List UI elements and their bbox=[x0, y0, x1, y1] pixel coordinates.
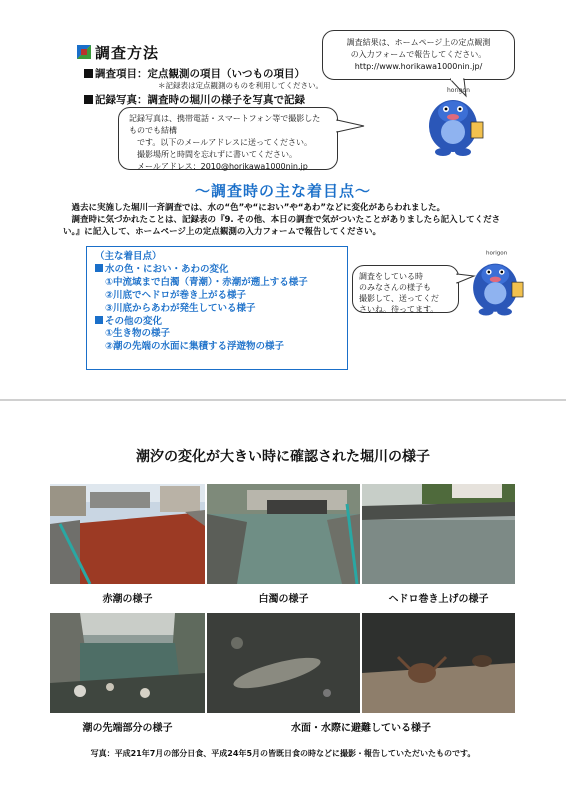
key-points-box bbox=[86, 246, 348, 370]
caption-red-tide: 赤潮の様子 bbox=[102, 594, 153, 605]
box-title: （主な着目点） bbox=[95, 251, 162, 262]
paragraph: 調査時に気づかれたことは、記録表の『9. その他、本日の調査で気がついたことがありましたら記入してください。』に記入して、ホームページ上の定点観測の入力フォームで報告してください。 bbox=[63, 215, 501, 237]
list-item: ①中流域まで白濁（青潮）・赤潮が遡上する様子 bbox=[105, 276, 308, 288]
speech-bubble-photo bbox=[118, 107, 338, 170]
item-note: ＊記録表は定点観測のものを利用してください。 bbox=[158, 81, 323, 90]
bubble-text: 記録写真は、携帯電話・スマートフォン等で撮影したものでも結構 bbox=[129, 114, 321, 135]
speech-bubble-report bbox=[322, 30, 515, 80]
bubble-tail bbox=[336, 118, 366, 138]
instructions-paragraph bbox=[63, 202, 503, 238]
bubble-text: です。以下のメールアドレスに送ってください。 bbox=[137, 138, 312, 147]
website-url[interactable]: http://www.horikawa1000nin.jp/ bbox=[354, 62, 483, 71]
photo-sludge bbox=[362, 484, 515, 584]
photo-tide-tip bbox=[50, 613, 205, 713]
list-item: ③川底からあわが発生している様子 bbox=[105, 302, 256, 314]
photo-red-tide bbox=[50, 484, 205, 584]
paragraph: 過去に実施した堀川一斉調査では、水の“色”や“におい”や“あわ”などに変化があらわれました。 bbox=[71, 203, 446, 213]
bubble-text: 調査結果は、ホームページ上の定点観測 bbox=[346, 38, 491, 47]
email-address[interactable]: メールアドレス：2010@horikawa1000nin.jp bbox=[137, 162, 308, 171]
group-water-change bbox=[95, 264, 339, 277]
bubble-text: 撮影して、送ってくだ bbox=[359, 294, 439, 303]
item-label: 調査項目：定点観測の項目（いつもの項目） bbox=[95, 68, 305, 80]
speech-bubble-send-photos bbox=[352, 265, 459, 313]
list-item: ②潮の先端の水面に集積する浮遊物の様子 bbox=[105, 341, 285, 353]
group-label: 水の色・におい・あわの変化 bbox=[105, 263, 229, 275]
group-other-change bbox=[95, 316, 339, 329]
section-heading: 調査方法 bbox=[95, 44, 160, 62]
square-bullet-icon bbox=[84, 69, 93, 78]
bubble-text: 撮影場所と時間を忘れずに書いてください。 bbox=[137, 150, 297, 159]
caption-white-cloudy: 白濁の様子 bbox=[258, 594, 309, 605]
caption-refuge: 水面・水際に避難している様子 bbox=[291, 723, 431, 734]
square-bullet-icon bbox=[95, 316, 103, 324]
item-survey-items bbox=[84, 66, 305, 81]
bubble-text: 調査をしている時 bbox=[359, 272, 423, 281]
heading-icon bbox=[77, 45, 91, 59]
bubble-text: の入力フォームで報告してください。 bbox=[350, 50, 487, 59]
svg-text:horigon: horigon bbox=[447, 87, 470, 94]
caption-tide-tip: 潮の先端部分の様子 bbox=[82, 723, 173, 734]
mascot-horigon-icon bbox=[415, 82, 495, 162]
list-item: ①生き物の様子 bbox=[105, 328, 171, 340]
svg-text:horigon: horigon bbox=[486, 250, 508, 257]
photo-fish-refuge bbox=[207, 613, 360, 713]
bubble-text: のみなさんの様子も bbox=[359, 283, 431, 292]
list-item: ②川底でヘドロが巻き上がる様子 bbox=[105, 289, 247, 301]
bubble-text: さいね。待ってます。 bbox=[359, 305, 439, 314]
mascot-horigon-icon bbox=[462, 246, 536, 322]
photo-white-cloudy bbox=[207, 484, 360, 584]
group-label: その他の変化 bbox=[105, 315, 163, 327]
square-bullet-icon bbox=[84, 95, 93, 104]
item-label: 記録写真：調査時の堀川の様子を写真で記録 bbox=[95, 94, 305, 106]
caption-sludge: ヘドロ巻き上げの様子 bbox=[388, 594, 489, 605]
photo-crab-refuge bbox=[362, 613, 515, 713]
page-2-title: 潮汐の変化が大きい時に確認された堀川の様子 bbox=[136, 449, 430, 465]
square-bullet-icon bbox=[95, 264, 103, 272]
photo-credit-footer: 写真：平成21年7月の部分日食、平成24年5月の皆既日食の時などに撮影・報告していただいたものです。 bbox=[90, 749, 476, 758]
item-photo-record bbox=[84, 92, 305, 107]
subtitle-key-points: ～調査時の主な着目点～ bbox=[194, 182, 371, 200]
